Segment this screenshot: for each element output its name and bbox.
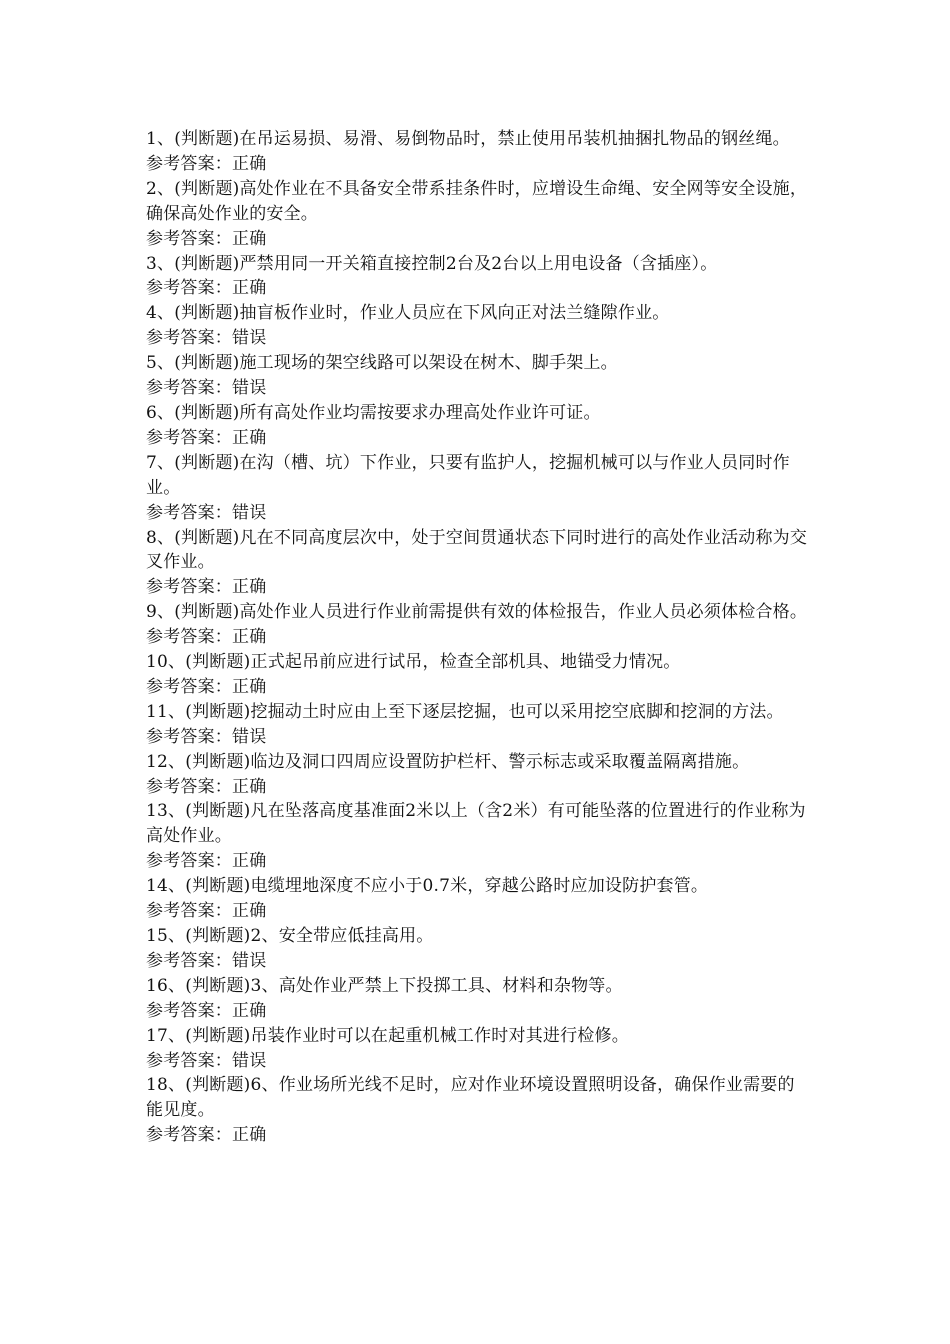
answer-value: 正确 bbox=[232, 228, 267, 249]
answer-line bbox=[146, 575, 810, 600]
question-text: 10、(判断题)正式起吊前应进行试吊，检查全部机具、地锚受力情况。 bbox=[146, 652, 681, 673]
answer-line bbox=[146, 227, 810, 252]
answer-value: 错误 bbox=[232, 328, 267, 349]
question-text: 12、(判断题)临边及洞口四周应设置防护栏杆、警示标志或采取覆盖隔离措施。 bbox=[146, 751, 750, 772]
question-text: 4、(判断题)抽盲板作业时，作业人员应在下风向正对法兰缝隙作业。 bbox=[146, 303, 670, 324]
list-item bbox=[146, 1073, 810, 1148]
list-item bbox=[146, 252, 810, 302]
answer-prefix: 参考答案： bbox=[146, 901, 232, 922]
answer-prefix: 参考答案： bbox=[146, 228, 232, 249]
answer-line bbox=[146, 326, 810, 351]
answer-line bbox=[146, 775, 810, 800]
question-text: 17、(判断题)吊装作业时可以在起重机械工作时对其进行检修。 bbox=[146, 1025, 629, 1046]
answer-prefix: 参考答案： bbox=[146, 153, 232, 174]
list-item bbox=[146, 351, 810, 401]
answer-line bbox=[146, 625, 810, 650]
answer-value: 错误 bbox=[232, 378, 267, 399]
question-text: 8、(判断题)凡在不同高度层次中，处于空间贯通状态下同时进行的高处作业活动称为交叉作业。 bbox=[146, 527, 808, 573]
question-text: 13、(判断题)凡在坠落高度基准面2米以上（含2米）有可能坠落的位置进行的作业称为高处作业。 bbox=[146, 801, 806, 847]
question-text: 16、(判断题)3、高处作业严禁上下投掷工具、材料和杂物等。 bbox=[146, 975, 623, 996]
answer-line bbox=[146, 725, 810, 750]
answer-value: 正确 bbox=[232, 676, 267, 697]
list-item bbox=[146, 924, 810, 974]
question-text: 6、(判断题)所有高处作业均需按要求办理高处作业许可证。 bbox=[146, 402, 601, 423]
answer-line bbox=[146, 675, 810, 700]
list-item bbox=[146, 750, 810, 800]
question-text: 5、(判断题)施工现场的架空线路可以架设在树木、脚手架上。 bbox=[146, 353, 618, 374]
answer-value: 错误 bbox=[232, 502, 267, 523]
answer-value: 正确 bbox=[232, 153, 267, 174]
answer-line bbox=[146, 949, 810, 974]
answer-line bbox=[146, 376, 810, 401]
answer-prefix: 参考答案： bbox=[146, 627, 232, 648]
answer-value: 正确 bbox=[232, 427, 267, 448]
list-item bbox=[146, 650, 810, 700]
answer-line bbox=[146, 899, 810, 924]
answer-line bbox=[146, 999, 810, 1024]
list-item bbox=[146, 526, 810, 601]
answer-value: 错误 bbox=[232, 1050, 267, 1071]
answer-value: 正确 bbox=[232, 278, 267, 299]
question-text: 18、(判断题)6、作业场所光线不足时，应对作业环境设置照明设备，确保作业需要的能见度。 bbox=[146, 1075, 795, 1121]
list-item bbox=[146, 451, 810, 526]
list-item bbox=[146, 177, 810, 252]
question-list bbox=[146, 127, 810, 1148]
question-text: 3、(判断题)严禁用同一开关箱直接控制2台及2台以上用电设备（含插座）。 bbox=[146, 253, 718, 274]
answer-prefix: 参考答案： bbox=[146, 776, 232, 797]
answer-value: 正确 bbox=[232, 627, 267, 648]
answer-prefix: 参考答案： bbox=[146, 726, 232, 747]
answer-prefix: 参考答案： bbox=[146, 1050, 232, 1071]
question-text: 7、(判断题)在沟（槽、坑）下作业，只要有监护人，挖掘机械可以与作业人员同时作业。 bbox=[146, 452, 790, 498]
answer-prefix: 参考答案： bbox=[146, 851, 232, 872]
answer-line bbox=[146, 501, 810, 526]
answer-value: 正确 bbox=[232, 1000, 267, 1021]
question-text: 15、(判断题)2、安全带应低挂高用。 bbox=[146, 926, 434, 946]
answer-value: 正确 bbox=[232, 901, 267, 922]
question-text: 14、(判断题)电缆埋地深度不应小于0.7米，穿越公路时应加设防护套管。 bbox=[146, 876, 709, 897]
list-item bbox=[146, 301, 810, 351]
answer-prefix: 参考答案： bbox=[146, 676, 232, 697]
answer-prefix: 参考答案： bbox=[146, 378, 232, 399]
answer-value: 正确 bbox=[232, 776, 267, 797]
answer-prefix: 参考答案： bbox=[146, 1125, 232, 1146]
question-text: 2、(判断题)高处作业在不具备安全带系挂条件时，应增设生命绳、安全网等安全设施，确保高处作业的安全。 bbox=[146, 178, 808, 224]
answer-prefix: 参考答案： bbox=[146, 1000, 232, 1021]
answer-prefix: 参考答案： bbox=[146, 427, 232, 448]
answer-line bbox=[146, 1049, 810, 1074]
list-item bbox=[146, 874, 810, 924]
answer-prefix: 参考答案： bbox=[146, 502, 232, 523]
list-item bbox=[146, 700, 810, 750]
list-item bbox=[146, 600, 810, 650]
list-item bbox=[146, 799, 810, 874]
list-item bbox=[146, 401, 810, 451]
list-item bbox=[146, 127, 810, 177]
answer-line bbox=[146, 1123, 810, 1148]
question-text: 1、(判断题)在吊运易损、易滑、易倒物品时，禁止使用吊装机抽捆扎物品的钢丝绳。 bbox=[146, 129, 790, 149]
answer-value: 正确 bbox=[232, 577, 267, 598]
question-text: 11、(判断题)挖掘动土时应由上至下逐层挖掘，也可以采用挖空底脚和挖洞的方法。 bbox=[146, 701, 784, 722]
question-text: 9、(判断题)高处作业人员进行作业前需提供有效的体检报告，作业人员必须体检合格。 bbox=[146, 602, 808, 623]
answer-value: 错误 bbox=[232, 726, 267, 747]
answer-line bbox=[146, 849, 810, 874]
answer-line bbox=[146, 426, 810, 451]
answer-line bbox=[146, 276, 810, 301]
answer-prefix: 参考答案： bbox=[146, 950, 232, 971]
list-item bbox=[146, 974, 810, 1024]
answer-value: 错误 bbox=[232, 950, 267, 971]
answer-prefix: 参考答案： bbox=[146, 577, 232, 598]
answer-value: 正确 bbox=[232, 851, 267, 872]
answer-line bbox=[146, 152, 810, 177]
answer-value: 正确 bbox=[232, 1125, 267, 1146]
answer-prefix: 参考答案： bbox=[146, 278, 232, 299]
list-item bbox=[146, 1024, 810, 1074]
answer-prefix: 参考答案： bbox=[146, 328, 232, 349]
